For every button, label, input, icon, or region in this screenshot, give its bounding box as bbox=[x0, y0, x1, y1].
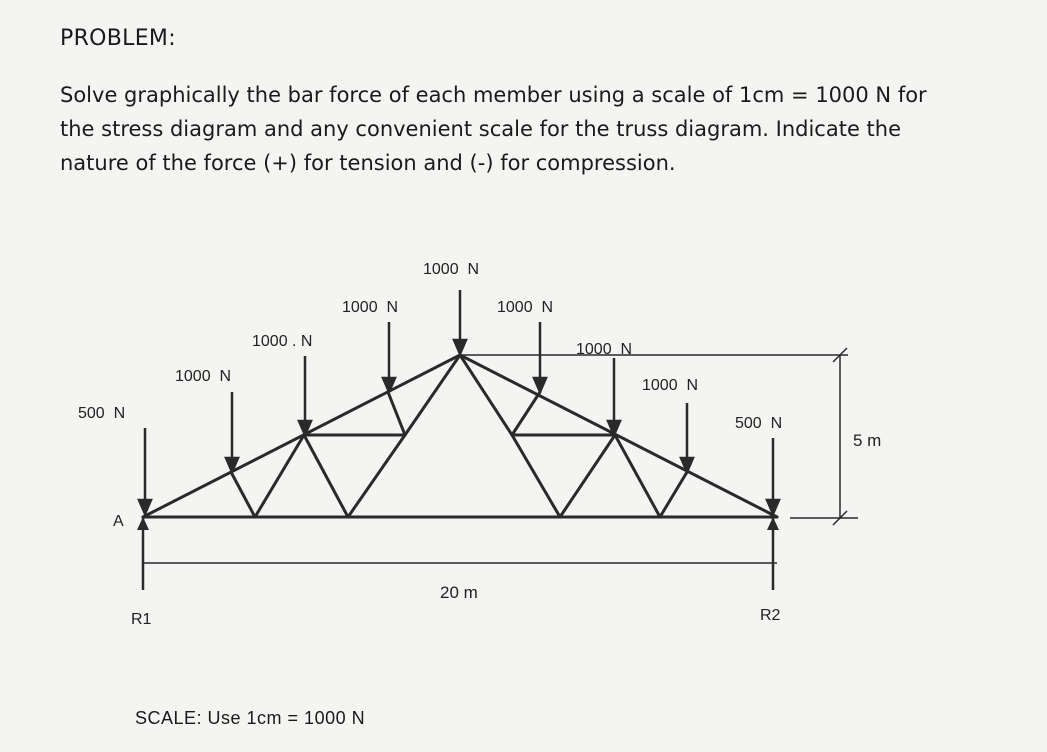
reaction-label-r1: R1 bbox=[131, 611, 152, 628]
load-label-right-1: 1000 N bbox=[642, 377, 699, 394]
load-label-apex: 1000 N bbox=[423, 261, 480, 278]
load-label-left-end: 500 N bbox=[78, 405, 126, 422]
problem-line-2: the stress diagram and any convenient scale for the truss diagram. Indicate the bbox=[60, 117, 902, 141]
web-member bbox=[560, 435, 615, 517]
web-member bbox=[348, 435, 405, 517]
problem-line-3: nature of the force (+) for tension and (-) for compression. bbox=[60, 151, 676, 175]
scale-note: SCALE: Use 1cm = 1000 N bbox=[135, 708, 366, 728]
load-label-right-2: 1000 N bbox=[576, 341, 633, 358]
web-member bbox=[388, 392, 405, 435]
height-label: 5 m bbox=[853, 431, 882, 450]
load-label-left-3: 1000 N bbox=[342, 299, 399, 316]
load-label-right-3: 1000 N bbox=[497, 299, 554, 316]
reaction-arrowhead-left bbox=[137, 517, 149, 530]
top-chord-right bbox=[460, 355, 777, 517]
load-label-left-1: 1000 N bbox=[175, 368, 232, 385]
reaction-arrowhead-right bbox=[767, 517, 779, 530]
reaction-label-r2: R2 bbox=[760, 607, 781, 624]
problem-title: PROBLEM: bbox=[60, 26, 176, 51]
arrowhead bbox=[534, 378, 546, 392]
web-member bbox=[231, 472, 255, 517]
problem-line-1: Solve graphically the bar force of each member using a scale of 1cm = 1000 N for bbox=[60, 83, 927, 107]
span-label: 20 m bbox=[440, 583, 478, 602]
web-member bbox=[405, 355, 460, 435]
arrowhead bbox=[454, 340, 466, 354]
load-label-right-end: 500 N bbox=[735, 415, 783, 432]
web-member bbox=[304, 435, 348, 517]
support-label-a: A bbox=[113, 513, 124, 530]
web-member bbox=[512, 435, 560, 517]
web-member bbox=[660, 472, 687, 517]
arrowhead bbox=[139, 500, 151, 514]
web-member bbox=[512, 392, 540, 435]
load-label-left-2: 1000 . N bbox=[252, 333, 313, 350]
